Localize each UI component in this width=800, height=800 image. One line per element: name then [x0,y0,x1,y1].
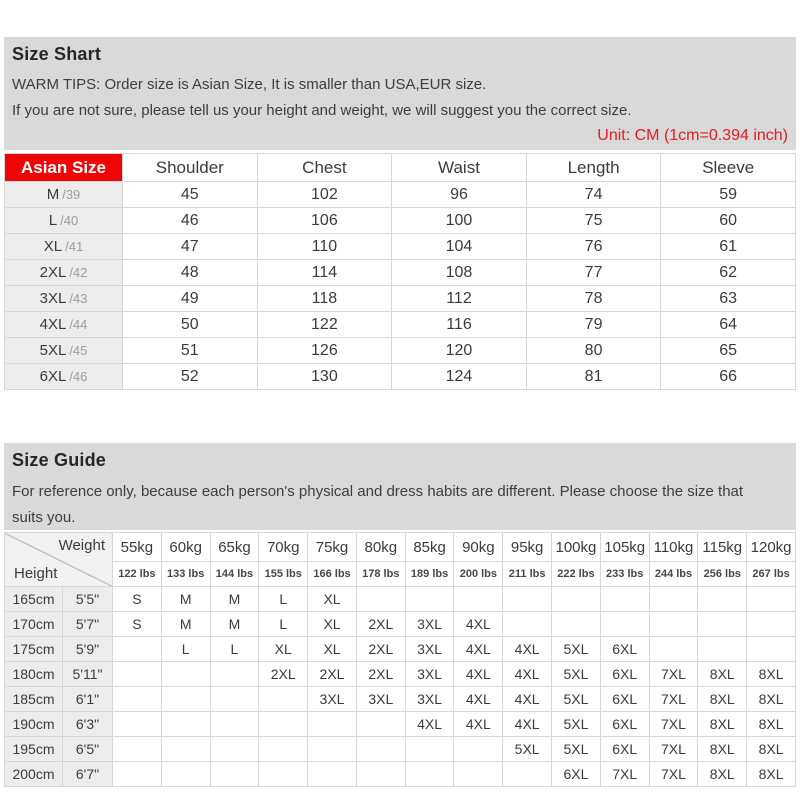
weight-kg-cell: 120kg [747,533,796,562]
sleeve-header-cell: Sleeve [661,154,796,182]
recommended-size-cell [503,587,552,612]
weight-kg-cell: 65kg [210,533,259,562]
recommended-size-cell [747,612,796,637]
recommended-size-cell [454,737,503,762]
recommended-size-cell: 5XL [552,662,601,687]
size-chart-row [5,234,796,260]
recommended-size-cell [698,637,747,662]
recommended-size-cell [503,762,552,787]
height-cm-cell: 200cm [5,762,63,787]
measurement-cell: 45 [123,182,258,208]
weight-lbs-cell: 267 lbs [747,562,796,587]
measurement-cell: 51 [123,338,258,364]
size-guide-row [5,587,796,612]
recommended-size-cell: 4XL [454,637,503,662]
weight-kg-cell: 95kg [503,533,552,562]
unit-note: Unit: CM (1cm=0.394 inch) [597,127,788,144]
recommended-size-cell: 4XL [503,687,552,712]
size-chart-row [5,312,796,338]
measurement-cell: 126 [257,338,392,364]
recommended-size-cell: XL [308,587,357,612]
size-guide-row [5,687,796,712]
recommended-size-cell: 4XL [454,687,503,712]
measurement-cell: 47 [123,234,258,260]
recommended-size-cell: L [161,637,210,662]
weight-lbs-cell: 256 lbs [698,562,747,587]
recommended-size-cell: 5XL [552,637,601,662]
recommended-size-cell: XL [259,637,308,662]
height-weight-corner-cell [5,533,113,587]
recommended-size-cell [113,712,162,737]
recommended-size-cell: 4XL [454,662,503,687]
recommended-size-cell: L [259,612,308,637]
size-label: L [48,212,58,229]
measurement-cell: 66 [661,364,796,390]
size-label: M [46,186,60,203]
size-tag-label: /45 [69,343,88,358]
size-label: XL [43,238,63,255]
recommended-size-cell: 2XL [356,662,405,687]
size-guide-description [12,479,743,531]
weight-kg-cell: 100kg [552,533,601,562]
measurement-cell: 52 [123,364,258,390]
measurement-cell: 130 [257,364,392,390]
recommended-size-cell: 6XL [600,637,649,662]
recommended-size-cell [161,662,210,687]
recommended-size-cell: XL [308,612,357,637]
size-guide-row [5,662,796,687]
measurement-cell: 96 [392,182,527,208]
recommended-size-cell [113,762,162,787]
size-guide-row [5,737,796,762]
recommended-size-cell [161,712,210,737]
weight-lbs-cell: 211 lbs [503,562,552,587]
recommended-size-cell [405,762,454,787]
recommended-size-cell: 4XL [503,637,552,662]
recommended-size-cell [308,762,357,787]
recommended-size-cell [698,612,747,637]
recommended-size-cell [210,662,259,687]
recommended-size-cell: 7XL [649,687,698,712]
recommended-size-cell [356,587,405,612]
size-guide-row [5,637,796,662]
recommended-size-cell: 4XL [454,712,503,737]
recommended-size-cell: 8XL [747,712,796,737]
height-ft-cell: 5'5" [63,587,113,612]
size-label: 3XL [39,290,67,307]
recommended-size-cell [747,587,796,612]
height-cm-cell: 195cm [5,737,63,762]
measurement-cell: 64 [661,312,796,338]
size-chart-row [5,286,796,312]
recommended-size-cell: M [161,612,210,637]
measurement-cell: 59 [661,182,796,208]
measurement-cell: 81 [526,364,661,390]
size-tag-label: /42 [69,265,88,280]
recommended-size-cell: 7XL [649,712,698,737]
size-guide-title: Size Guide [12,450,107,470]
measurement-cell: 62 [661,260,796,286]
recommended-size-cell [356,737,405,762]
weight-kg-cell: 55kg [113,533,162,562]
recommended-size-cell [308,712,357,737]
measurement-cell: 76 [526,234,661,260]
size-chart-table [4,153,796,390]
recommended-size-cell: 2XL [356,612,405,637]
recommended-size-cell: 2XL [259,662,308,687]
size-tag-label: /44 [69,317,88,332]
measurement-cell: 75 [526,208,661,234]
height-ft-cell: 5'11" [63,662,113,687]
weight-kg-cell: 80kg [356,533,405,562]
waist-header-cell: Waist [392,154,527,182]
recommended-size-cell [503,612,552,637]
height-cm-cell: 185cm [5,687,63,712]
recommended-size-cell [210,762,259,787]
shoulder-header-cell: Shoulder [123,154,258,182]
measurement-cell: 118 [257,286,392,312]
recommended-size-cell: 3XL [405,662,454,687]
size-tag-label: /40 [60,213,79,228]
recommended-size-cell: 8XL [747,687,796,712]
recommended-size-cell: 7XL [649,662,698,687]
recommended-size-cell [454,587,503,612]
suggest-size-line: If you are not sure, please tell us your height and weight, we will suggest you the correct size. [12,102,632,119]
height-ft-cell: 6'7" [63,762,113,787]
recommended-size-cell [552,587,601,612]
weight-kg-cell: 85kg [405,533,454,562]
warm-tips-line: WARM TIPS: Order size is Asian Size, It is smaller than USA,EUR size. [12,76,487,93]
weight-lbs-cell: 133 lbs [161,562,210,587]
recommended-size-cell [747,637,796,662]
size-label-cell [5,260,123,286]
size-guide-header-band [4,443,796,530]
measurement-cell: 79 [526,312,661,338]
recommended-size-cell [259,687,308,712]
recommended-size-cell: 6XL [552,762,601,787]
weight-lbs-cell: 144 lbs [210,562,259,587]
height-cm-cell: 175cm [5,637,63,662]
recommended-size-cell: 6XL [600,662,649,687]
recommended-size-cell: 2XL [308,662,357,687]
size-chart-row [5,208,796,234]
recommended-size-cell [113,687,162,712]
height-cm-cell: 180cm [5,662,63,687]
measurement-cell: 100 [392,208,527,234]
measurement-cell: 78 [526,286,661,312]
size-tag-label: /39 [62,187,81,202]
corner-height-label: Height [14,565,58,582]
measurement-cell: 106 [257,208,392,234]
recommended-size-cell: 4XL [503,712,552,737]
weight-lbs-cell: 233 lbs [600,562,649,587]
recommended-size-cell [210,712,259,737]
recommended-size-cell: 7XL [649,737,698,762]
measurement-cell: 46 [123,208,258,234]
size-guide-row [5,612,796,637]
measurement-cell: 104 [392,234,527,260]
size-tag-label: /43 [69,291,88,306]
size-chart-header-band [4,37,796,150]
size-label: 6XL [39,368,67,385]
weight-kg-cell: 60kg [161,533,210,562]
weight-lbs-cell: 178 lbs [356,562,405,587]
recommended-size-cell: 6XL [600,687,649,712]
measurement-cell: 120 [392,338,527,364]
measurement-cell: 110 [257,234,392,260]
size-guide-row [5,762,796,787]
recommended-size-cell: 5XL [552,712,601,737]
recommended-size-cell: S [113,612,162,637]
recommended-size-cell [161,762,210,787]
size-label-cell [5,364,123,390]
measurement-cell: 116 [392,312,527,338]
measurement-cell: 48 [123,260,258,286]
size-tag-label: /46 [69,369,88,384]
weight-lbs-cell: 166 lbs [308,562,357,587]
recommended-size-cell: 5XL [552,687,601,712]
weight-kg-cell: 70kg [259,533,308,562]
recommended-size-cell: 3XL [405,637,454,662]
recommended-size-cell [356,762,405,787]
recommended-size-cell [405,737,454,762]
recommended-size-cell: 4XL [405,712,454,737]
measurement-cell: 61 [661,234,796,260]
recommended-size-cell: 8XL [747,762,796,787]
weight-kg-cell: 110kg [649,533,698,562]
weight-lbs-cell: 244 lbs [649,562,698,587]
measurement-cell: 114 [257,260,392,286]
measurement-cell: 50 [123,312,258,338]
measurement-cell: 124 [392,364,527,390]
measurement-cell: 102 [257,182,392,208]
size-guide-table [4,532,796,787]
size-label-cell [5,286,123,312]
recommended-size-cell: 8XL [747,662,796,687]
recommended-size-cell [649,587,698,612]
recommended-size-cell [259,712,308,737]
measurement-cell: 74 [526,182,661,208]
weight-kg-cell: 105kg [600,533,649,562]
recommended-size-cell [210,687,259,712]
weight-kg-cell: 90kg [454,533,503,562]
height-ft-cell: 6'3" [63,712,113,737]
recommended-size-cell [308,737,357,762]
length-header-cell: Length [526,154,661,182]
weight-lbs-cell: 222 lbs [552,562,601,587]
measurement-cell: 108 [392,260,527,286]
recommended-size-cell: L [259,587,308,612]
chest-header-cell: Chest [257,154,392,182]
recommended-size-cell: M [161,587,210,612]
height-cm-cell: 165cm [5,587,63,612]
recommended-size-cell: 5XL [503,737,552,762]
size-chart-row [5,338,796,364]
weight-kg-cell: 75kg [308,533,357,562]
recommended-size-cell: 4XL [503,662,552,687]
size-label: 4XL [39,316,67,333]
recommended-size-cell [356,712,405,737]
size-chart-row [5,182,796,208]
recommended-size-cell: 8XL [698,762,747,787]
recommended-size-cell [113,637,162,662]
measurement-cell: 65 [661,338,796,364]
measurement-cell: 60 [661,208,796,234]
size-chart-row [5,260,796,286]
weight-kg-header-row [5,533,796,562]
weight-lbs-cell: 200 lbs [454,562,503,587]
recommended-size-cell: 4XL [454,612,503,637]
recommended-size-cell: M [210,587,259,612]
recommended-size-cell [259,762,308,787]
recommended-size-cell: 2XL [356,637,405,662]
measurement-cell: 122 [257,312,392,338]
size-guide-table-body [5,587,796,787]
recommended-size-cell [649,637,698,662]
measurement-cell: 77 [526,260,661,286]
recommended-size-cell: 8XL [698,712,747,737]
measurement-cell: 80 [526,338,661,364]
size-label: 5XL [39,342,67,359]
recommended-size-cell: 8XL [747,737,796,762]
recommended-size-cell: 8XL [698,687,747,712]
height-ft-cell: 5'9" [63,637,113,662]
recommended-size-cell: 6XL [600,712,649,737]
recommended-size-cell [259,737,308,762]
size-guide-row [5,712,796,737]
size-chart-header-row [5,154,796,182]
measurement-cell: 63 [661,286,796,312]
size-tag-label: /41 [65,239,84,254]
recommended-size-cell: 3XL [308,687,357,712]
measurement-cell: 49 [123,286,258,312]
size-label-cell [5,234,123,260]
recommended-size-cell: L [210,637,259,662]
recommended-size-cell: 6XL [600,737,649,762]
recommended-size-cell [161,737,210,762]
size-guide-description-line1: For reference only, because each person's physical and dress habits are different. Please choose the size that [12,483,744,500]
recommended-size-cell [698,587,747,612]
weight-lbs-header-row [5,562,796,587]
recommended-size-cell: 5XL [552,737,601,762]
weight-lbs-cell: 122 lbs [113,562,162,587]
recommended-size-cell [600,587,649,612]
weight-kg-cell: 115kg [698,533,747,562]
size-chart-table-body [5,182,796,390]
size-label-cell [5,338,123,364]
recommended-size-cell [552,612,601,637]
size-label: 2XL [39,264,67,281]
recommended-size-cell: 3XL [405,612,454,637]
weight-lbs-cell: 155 lbs [259,562,308,587]
height-cm-cell: 170cm [5,612,63,637]
height-ft-cell: 6'1" [63,687,113,712]
size-label-cell [5,208,123,234]
recommended-size-cell [210,737,259,762]
recommended-size-cell: 8XL [698,662,747,687]
recommended-size-cell [113,662,162,687]
recommended-size-cell [600,612,649,637]
recommended-size-cell: 7XL [600,762,649,787]
size-chart-row [5,364,796,390]
recommended-size-cell: 8XL [698,737,747,762]
recommended-size-cell: 3XL [356,687,405,712]
recommended-size-cell [113,737,162,762]
recommended-size-cell: S [113,587,162,612]
recommended-size-cell: 3XL [405,687,454,712]
size-chart-title: Size Shart [12,44,102,64]
recommended-size-cell [405,587,454,612]
corner-weight-label: Weight [58,537,105,554]
height-ft-cell: 6'5" [63,737,113,762]
recommended-size-cell: XL [308,637,357,662]
asian-size-header-cell: Asian Size [5,154,123,182]
recommended-size-cell: M [210,612,259,637]
height-ft-cell: 5'7" [63,612,113,637]
measurement-cell: 112 [392,286,527,312]
size-label-cell [5,312,123,338]
recommended-size-cell [454,762,503,787]
height-cm-cell: 190cm [5,712,63,737]
recommended-size-cell [161,687,210,712]
recommended-size-cell [649,612,698,637]
weight-lbs-cell: 189 lbs [405,562,454,587]
size-label-cell [5,182,123,208]
recommended-size-cell: 7XL [649,762,698,787]
size-guide-description-line2: suits you. [12,509,76,526]
